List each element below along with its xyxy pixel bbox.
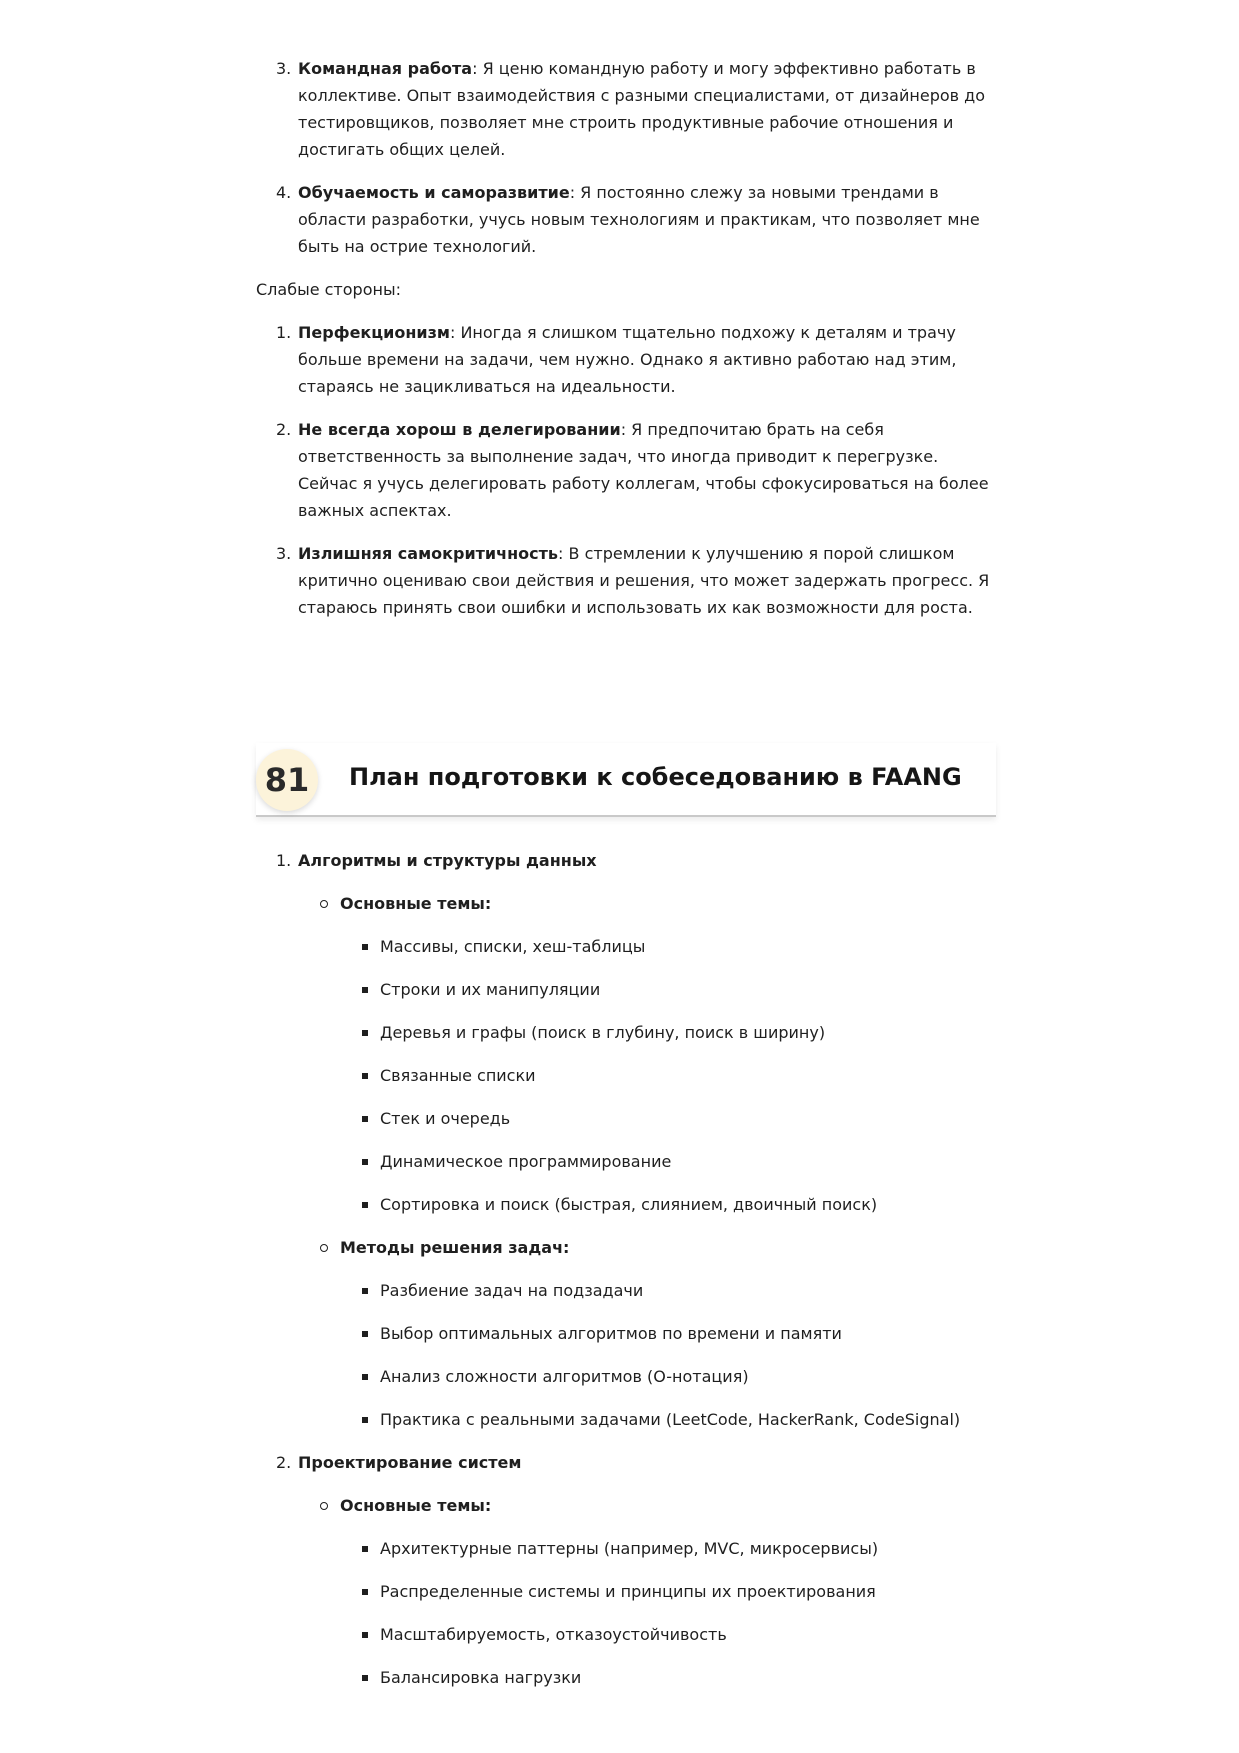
list-item <box>276 416 996 524</box>
topic-item <box>380 1148 996 1175</box>
topic-item <box>380 1105 996 1132</box>
topic-item <box>380 1277 996 1304</box>
topic-list <box>340 933 996 1218</box>
topic-text: Практика с реальными задачами (LeetCode, HackerRank, CodeSignal) <box>380 1410 961 1429</box>
item-number: 1. <box>276 323 292 342</box>
item-number: 4. <box>276 183 292 202</box>
plan-item <box>276 847 996 1433</box>
topic-item <box>380 1535 996 1562</box>
topic-item <box>380 1664 996 1691</box>
subgroup-title: Основные темы: <box>340 1496 492 1515</box>
section-heading <box>256 743 996 817</box>
list-item <box>276 540 996 621</box>
item-number: 3. <box>276 59 292 78</box>
topic-text: Сортировка и поиск (быстрая, слиянием, двоичный поиск) <box>380 1195 878 1214</box>
topic-text: Балансировка нагрузки <box>380 1668 582 1687</box>
topic-item <box>380 1191 996 1218</box>
square-bullet-icon <box>362 1030 368 1036</box>
square-bullet-icon <box>362 1417 368 1423</box>
topic-list <box>340 1535 996 1691</box>
square-bullet-icon <box>362 1632 368 1638</box>
topic-item <box>380 1320 996 1347</box>
square-bullet-icon <box>362 1675 368 1681</box>
circle-bullet-icon <box>320 1502 328 1510</box>
item-title: Не всегда хорош в делегировании <box>298 420 621 439</box>
plan-list <box>256 847 996 1691</box>
topic-text: Динамическое программирование <box>380 1152 672 1171</box>
item-number: 1. <box>276 851 292 870</box>
circle-bullet-icon <box>320 900 328 908</box>
list-item <box>276 179 996 260</box>
plan-subgroup <box>340 1234 996 1433</box>
item-title: Командная работа <box>298 59 473 78</box>
topic-item <box>380 1406 996 1433</box>
item-title: Перфекционизм <box>298 323 450 342</box>
topic-text: Массивы, списки, хеш-таблицы <box>380 937 646 956</box>
square-bullet-icon <box>362 1159 368 1165</box>
topic-text: Масштабируемость, отказоустойчивость <box>380 1625 727 1644</box>
item-text: : Я предпочитаю брать на себя ответственность за выполнение задач, что иногда приводит к перегрузке. Сейчас я учусь делегировать работу коллегам, чтобы сфокусироваться на более важных аспектах. <box>298 420 989 520</box>
weaknesses-list <box>256 319 996 621</box>
item-title: Обучаемость и саморазвитие <box>298 183 570 202</box>
circle-bullet-icon <box>320 1244 328 1252</box>
square-bullet-icon <box>362 1116 368 1122</box>
topic-text: Связанные списки <box>380 1066 536 1085</box>
plan-item-title: Алгоритмы и структуры данных <box>298 851 597 870</box>
topic-text: Архитектурные паттерны (например, MVC, микросервисы) <box>380 1539 879 1558</box>
list-item <box>276 319 996 400</box>
item-text: : Я ценю командную работу и могу эффективно работать в коллективе. Опыт взаимодействия с разными специалистами, от дизайнеров до тестировщиков, позволяет мне строить продуктивные рабочие отношения и достигать общих целей. <box>298 59 985 159</box>
topic-item <box>380 1621 996 1648</box>
subgroup-title: Основные темы: <box>340 894 492 913</box>
topic-text: Выбор оптимальных алгоритмов по времени и памяти <box>380 1324 842 1343</box>
topic-text: Деревья и графы (поиск в глубину, поиск в ширину) <box>380 1023 826 1042</box>
topic-item <box>380 1019 996 1046</box>
topic-item <box>380 933 996 960</box>
square-bullet-icon <box>362 987 368 993</box>
list-item <box>276 55 996 163</box>
item-number: 2. <box>276 1453 292 1472</box>
document-page <box>256 55 996 1707</box>
weaknesses-label: Слабые стороны: <box>256 280 401 299</box>
square-bullet-icon <box>362 1073 368 1079</box>
subgroup-title: Методы решения задач: <box>340 1238 570 1257</box>
topic-text: Распределенные системы и принципы их проектирования <box>380 1582 876 1601</box>
plan-item <box>276 1449 996 1691</box>
plan-subgroup-list <box>298 1492 996 1691</box>
item-text: : Иногда я слишком тщательно подхожу к деталям и трачу больше времени на задачи, чем нужно. Однако я активно работаю над этим, стараясь не зацикливаться на идеальности. <box>298 323 957 396</box>
square-bullet-icon <box>362 1546 368 1552</box>
item-number: 3. <box>276 544 292 563</box>
square-bullet-icon <box>362 1589 368 1595</box>
square-bullet-icon <box>362 1202 368 1208</box>
topic-text: Анализ сложности алгоритмов (O-нотация) <box>380 1367 749 1386</box>
item-text: : Я постоянно слежу за новыми трендами в области разработки, учусь новым технологиям и практикам, что позволяет мне быть на острие технологий. <box>298 183 980 256</box>
plan-subgroup-list <box>298 890 996 1433</box>
topic-item <box>380 1062 996 1089</box>
plan-content <box>256 847 996 1691</box>
section-title: План подготовки к собеседованию в FAANG <box>349 763 962 791</box>
topic-item <box>380 1363 996 1390</box>
strengths-list <box>256 55 996 260</box>
plan-subgroup <box>340 1492 996 1691</box>
topic-item <box>380 1578 996 1605</box>
square-bullet-icon <box>362 1331 368 1337</box>
item-title: Излишняя самокритичность <box>298 544 559 563</box>
topic-item <box>380 976 996 1003</box>
topic-text: Стек и очередь <box>380 1109 511 1128</box>
square-bullet-icon <box>362 1374 368 1380</box>
item-text: : В стремлении к улучшению я порой слишком критично оцениваю свои действия и решения, что может задержать прогресс. Я стараюсь принять свои ошибки и использовать их как возможности для роста. <box>298 544 990 617</box>
plan-subgroup <box>340 890 996 1218</box>
section-number-badge: 81 <box>256 749 318 811</box>
topic-list <box>340 1277 996 1433</box>
topic-text: Разбиение задач на подзадачи <box>380 1281 644 1300</box>
item-number: 2. <box>276 420 292 439</box>
square-bullet-icon <box>362 1288 368 1294</box>
plan-item-title: Проектирование систем <box>298 1453 522 1472</box>
square-bullet-icon <box>362 944 368 950</box>
topic-text: Строки и их манипуляции <box>380 980 601 999</box>
